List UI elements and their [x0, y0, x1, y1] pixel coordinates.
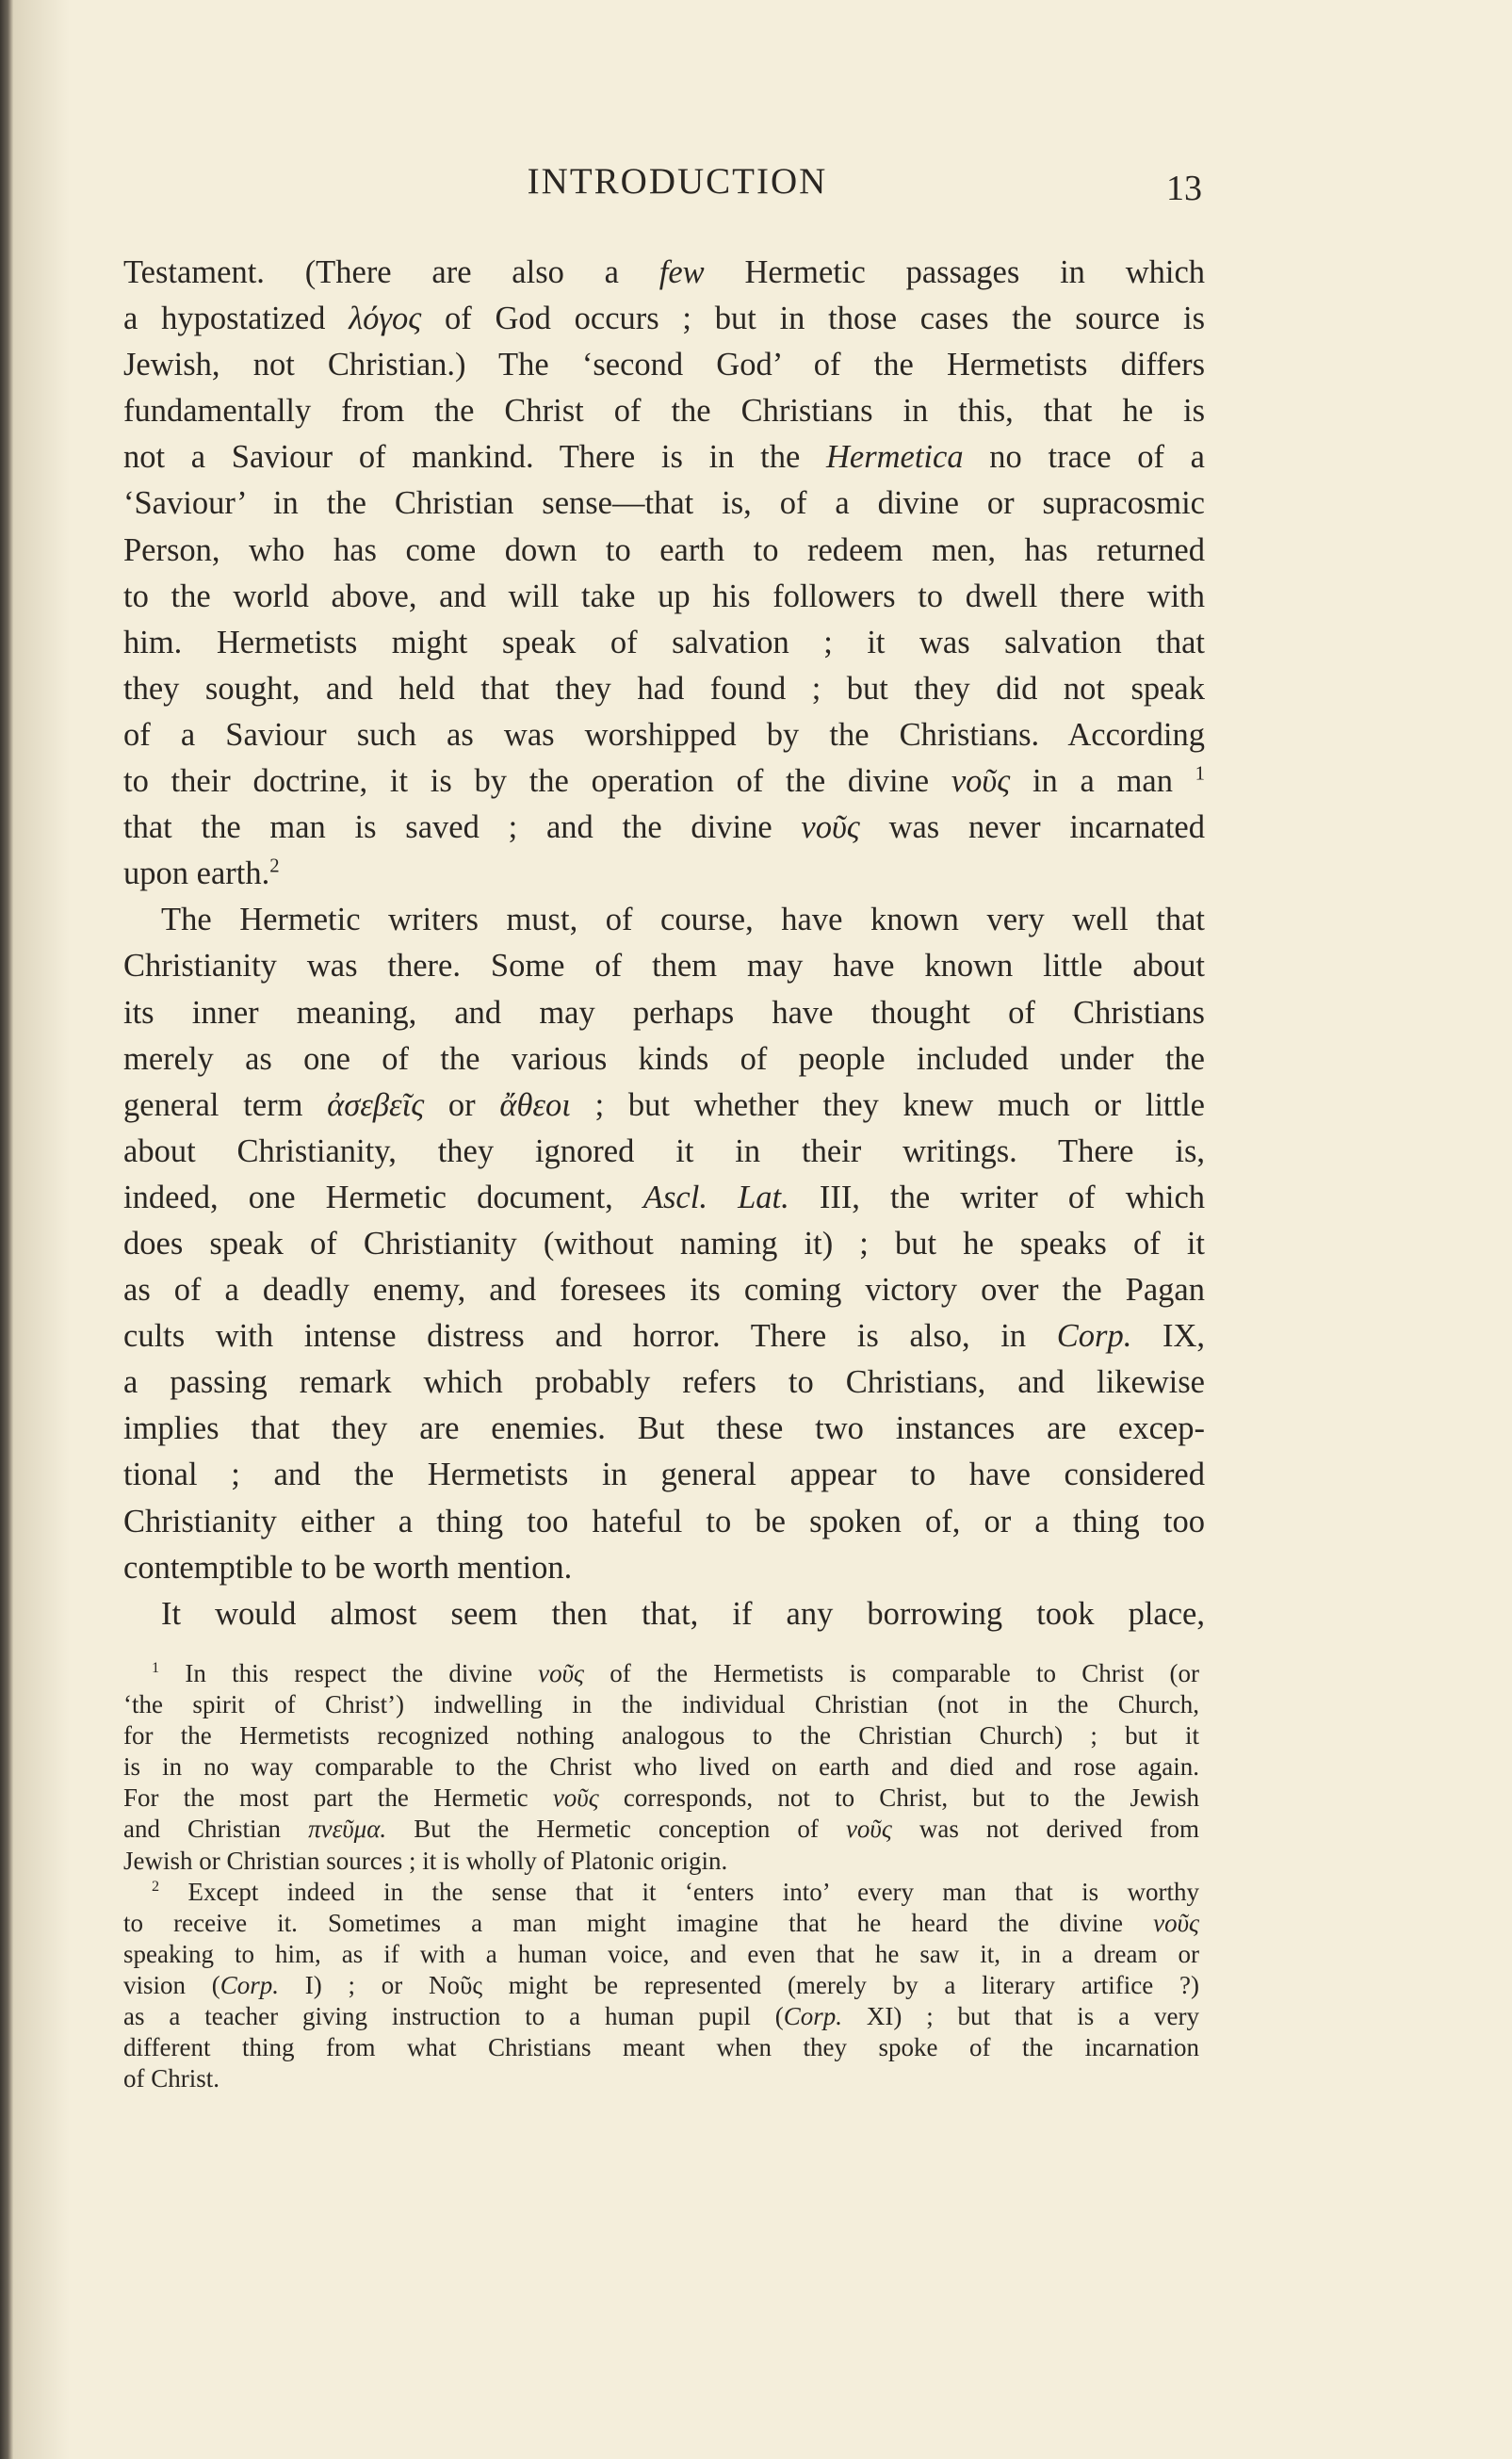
text-run: of God occurs ; but in those cases the source is	[421, 301, 1205, 337]
footnote-line	[123, 1877, 1199, 1908]
footnote-line	[123, 1970, 1199, 2001]
body-line	[123, 574, 1205, 620]
body-line	[123, 758, 1205, 805]
body-line	[123, 851, 1205, 897]
text-run: of the Hermetists is comparable to Christ (or	[583, 1659, 1199, 1687]
body-line	[123, 250, 1205, 296]
body-line	[123, 1360, 1205, 1406]
text-run: is in no way comparable to the Christ who lived on earth and died and rose again.	[123, 1752, 1199, 1782]
body-line	[123, 1591, 1205, 1637]
text-run: It would almost seem then that, if any borrowing took place,	[161, 1595, 1205, 1632]
body-line	[123, 990, 1205, 1036]
text-run: as a teacher giving instruction to a human pupil (	[123, 2002, 784, 2031]
text-run: a passing remark which probably refers to Christians, and likewise	[123, 1364, 1205, 1401]
text-run: Except indeed in the sense that it ‘enters into’ every man that is worthy	[159, 1877, 1199, 1906]
text-run: to their doctrine, it is by the operation of the divine	[123, 763, 951, 800]
text-run: upon earth.	[123, 855, 270, 892]
text-run: was never incarnated	[859, 809, 1205, 846]
text-run: no trace of a	[963, 439, 1205, 476]
body-line	[123, 528, 1205, 574]
text-run: cults with intense distress and horror. There is also, in	[123, 1318, 1057, 1355]
text-run: III, the writer of which	[789, 1179, 1206, 1215]
text-run: ‘Saviour’ in the Christian sense—that is, of a divine or supracosmic	[123, 485, 1205, 522]
body-line	[123, 1175, 1205, 1221]
text-run: tional ; and the Hermetists in general appear to have considered	[123, 1457, 1205, 1493]
italic-text: νοῦς	[552, 1783, 599, 1813]
italic-text: Corp.	[783, 2002, 842, 2031]
body-line	[123, 1129, 1205, 1175]
text-run: a hypostatized	[123, 301, 350, 337]
body-text	[123, 250, 1205, 1637]
text-run: implies that they are enemies. But these two instances are excep-	[123, 1410, 1205, 1447]
italic-text: few	[658, 254, 705, 290]
text-run: Jewish or Christian sources ; it is wholly of Platonic origin.	[123, 1846, 728, 1875]
text-run: ‘the spirit of Christ’) indwelling in the individual Christian (not in the Church,	[123, 1690, 1199, 1719]
running-title: INTRODUCTION	[527, 161, 828, 202]
page-number: 13	[1166, 169, 1202, 208]
text-run: indeed, one Hermetic document,	[123, 1179, 643, 1215]
text-run: not a Saviour of mankind. There is in the	[123, 439, 826, 476]
text-run: Testament. (There are also a	[123, 254, 659, 290]
body-line	[123, 943, 1205, 989]
body-line	[123, 388, 1205, 434]
text-run: IX,	[1131, 1318, 1206, 1355]
text-run: they sought, and held that they had found ; but they did not speak	[123, 670, 1205, 707]
book-spine-edge	[0, 0, 13, 2459]
text-run: was not derived from	[891, 1815, 1200, 1844]
text-run: Person, who has come down to earth to redeem men, has returned	[123, 531, 1205, 568]
text-run: for the Hermetists recognized nothing analogous to the Christian Church) ; but it	[123, 1721, 1199, 1751]
body-line	[123, 666, 1205, 712]
text-run: about Christianity, they ignored it in their writings. There is,	[123, 1132, 1205, 1169]
text-run: in a man	[1010, 763, 1195, 800]
footnote-marker: 2	[269, 855, 280, 877]
text-run: and Christian	[123, 1815, 309, 1844]
text-run: to receive it. Sometimes a man might imagine that he heard the divine	[123, 1908, 1154, 1937]
text-run: vision (	[123, 1970, 220, 1999]
footnote-marker: 2	[152, 1877, 160, 1895]
text-run: ; but whether they knew much or little	[570, 1086, 1205, 1123]
text-run: fundamentally from the Christ of the Christians in this, that he is	[123, 393, 1205, 430]
text-run: Hermetic passages in which	[704, 254, 1206, 290]
footnote-line	[123, 2063, 1199, 2094]
text-run: The Hermetic writers must, of course, have known very well that	[161, 902, 1205, 938]
footnote-line	[123, 1846, 1199, 1877]
body-line	[123, 480, 1205, 527]
footnote-line	[123, 1751, 1199, 1783]
text-run: Jewish, not Christian.) The ‘second God’ of the Hermetists differs	[123, 347, 1205, 383]
body-line	[123, 342, 1205, 388]
body-line	[123, 1545, 1205, 1591]
text-run: to the world above, and will take up his followers to dwell there with	[123, 578, 1205, 614]
text-run: as of a deadly enemy, and foresees its coming victory over the Pagan	[123, 1272, 1205, 1309]
footnote-line	[123, 1939, 1199, 1970]
footnote-line	[123, 1783, 1199, 1814]
body-line	[123, 1267, 1205, 1313]
text-run: In this respect the divine	[159, 1659, 539, 1687]
text-run: corresponds, not to Christ, but to the Jewish	[598, 1783, 1199, 1813]
body-line	[123, 1221, 1205, 1267]
footnote-line	[123, 2032, 1199, 2063]
text-run: of a Saviour such as was worshipped by the Christians. According	[123, 716, 1205, 753]
text-run: does speak of Christianity (without naming it) ; but he speaks of it	[123, 1225, 1205, 1262]
body-line	[123, 1036, 1205, 1083]
body-line	[123, 1499, 1205, 1545]
footnote-line	[123, 1908, 1199, 1939]
text-run: contemptible to be worth mention.	[123, 1549, 573, 1586]
italic-text: Corp.	[1056, 1318, 1132, 1355]
body-line	[123, 805, 1205, 851]
text-run: For the most part the Hermetic	[123, 1783, 553, 1813]
body-line	[123, 897, 1205, 943]
footnote-line	[123, 2001, 1199, 2032]
footnote-line	[123, 1720, 1199, 1751]
body-line	[123, 434, 1205, 480]
body-line	[123, 1313, 1205, 1360]
body-line	[123, 712, 1205, 758]
footnote-line	[123, 1689, 1199, 1720]
text-run: or	[424, 1086, 500, 1123]
italic-text: Corp.	[219, 1970, 280, 1999]
footnotes	[123, 1658, 1199, 2094]
text-run: I) ; or Νοῦς might be represented (merely by a literary artifice ?)	[279, 1970, 1199, 1999]
italic-text: ἀσεβεῖς	[327, 1086, 425, 1123]
text-run: merely as one of the various kinds of people included under the	[123, 1040, 1205, 1077]
text-run: Christianity was there. Some of them may have known little about	[123, 948, 1205, 985]
text-run: him. Hermetists might speak of salvation ; it was salvation that	[123, 624, 1205, 660]
italic-text: λόγος	[349, 301, 422, 337]
italic-text: ἄθεοι	[499, 1086, 571, 1123]
footnote-line	[123, 1814, 1199, 1845]
text-run: different thing from what Christians meant when they spoke of the incarnation	[123, 2033, 1199, 2062]
text-run: that the man is saved ; and the divine	[123, 809, 802, 846]
text-run: But the Hermetic conception of	[386, 1815, 846, 1844]
italic-text: νοῦς	[801, 809, 860, 846]
italic-text: νοῦς	[845, 1815, 892, 1844]
footnote-line	[123, 1658, 1199, 1689]
text-run: Christianity either a thing too hateful to be spoken of, or a thing too	[123, 1503, 1205, 1539]
italic-text: Hermetica	[825, 439, 964, 476]
text-run: speaking to him, as if with a human voice, and even that he saw it, in a dream or	[123, 1939, 1199, 1968]
italic-text: νοῦς	[538, 1659, 584, 1687]
text-run: its inner meaning, and may perhaps have thought of Christians	[123, 994, 1205, 1031]
body-line	[123, 620, 1205, 666]
text-run: XI) ; but that is a very	[841, 2002, 1199, 2031]
body-line	[123, 1083, 1205, 1129]
text-run: general term	[123, 1086, 328, 1123]
body-line	[123, 1452, 1205, 1498]
italic-text: Ascl. Lat.	[642, 1179, 789, 1215]
footnote-marker: 1	[152, 1659, 160, 1676]
gutter-shadow	[13, 0, 70, 2459]
body-line	[123, 296, 1205, 342]
italic-text: νοῦς	[1153, 1908, 1199, 1937]
body-line	[123, 1406, 1205, 1452]
italic-text: πνεῦμα.	[308, 1815, 387, 1844]
footnote-marker: 1	[1195, 763, 1206, 785]
page-header	[0, 160, 1512, 207]
text-run: of Christ.	[123, 2064, 220, 2093]
italic-text: νοῦς	[951, 763, 1011, 800]
